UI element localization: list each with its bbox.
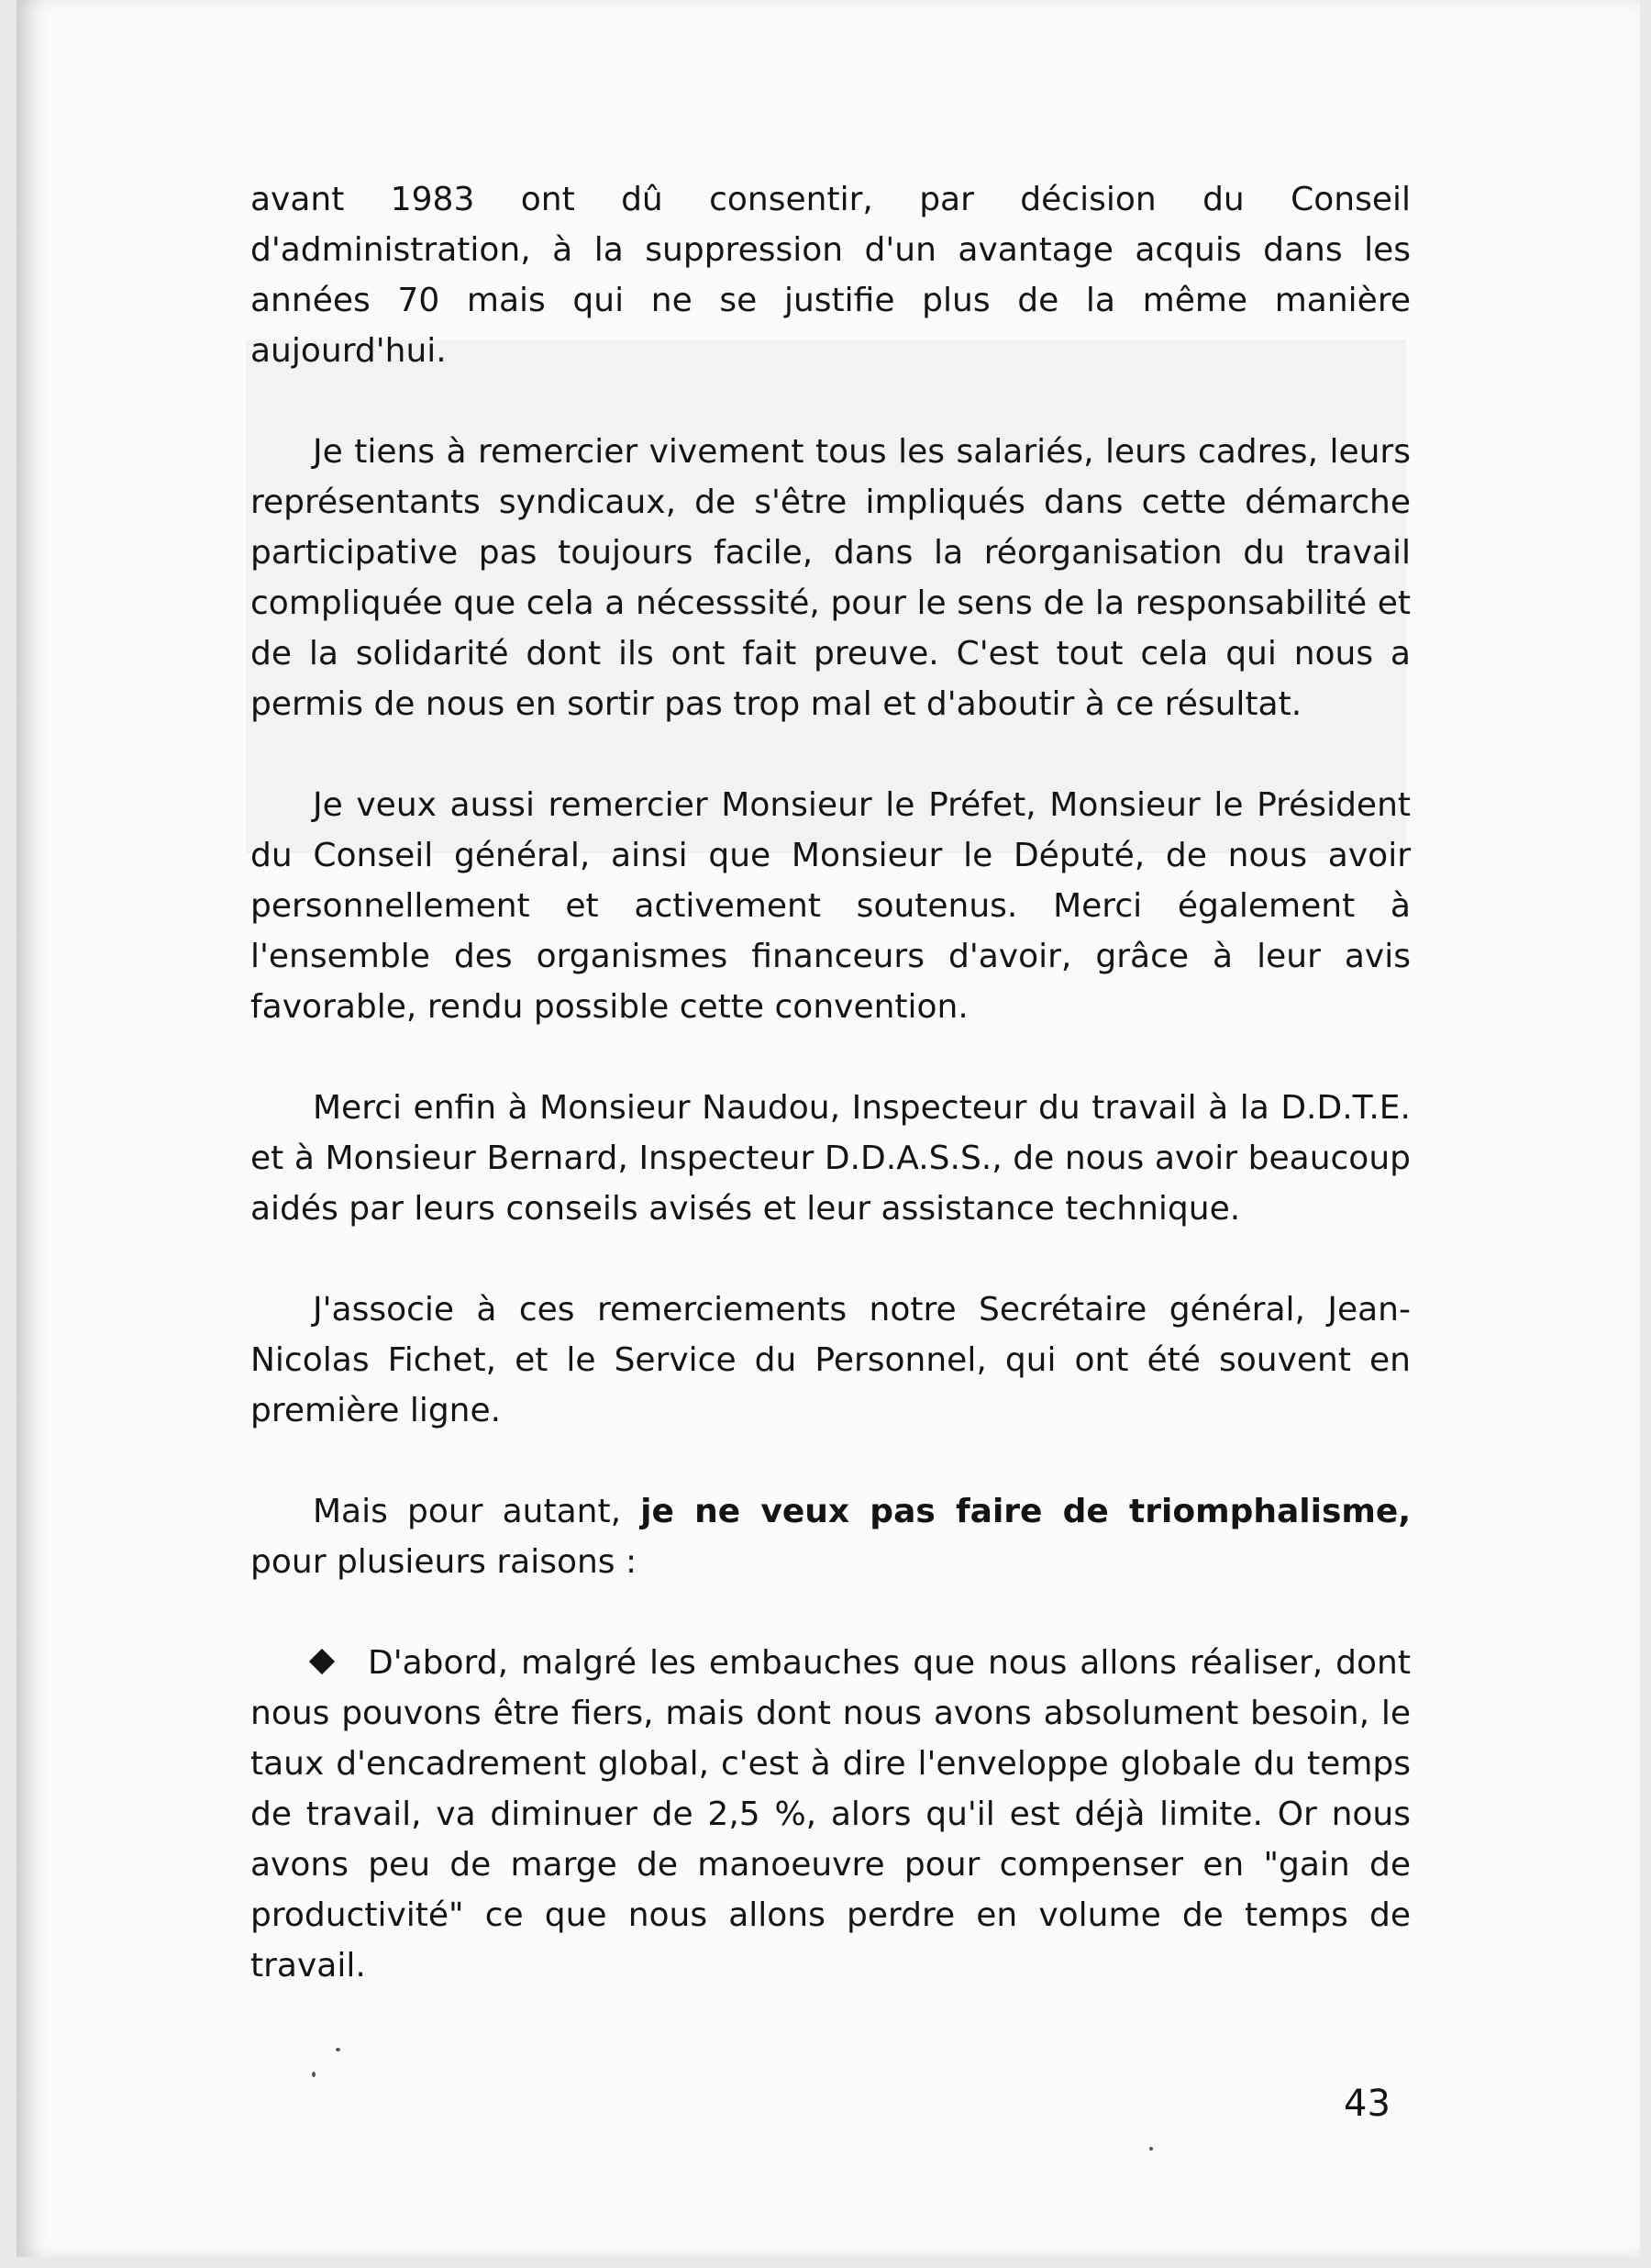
paragraph-5: J'associe à ces remerciements notre Secrétaire général, Jean-Nicolas Fichet, et le Service du Personnel, qui ont été souvent en première ligne. [250,1291,1411,1429]
paragraph-4: Merci enfin à Monsieur Naudou, Inspecteur du travail à la D.D.T.E. et à Monsieur Bernard, Inspecteur D.D.A.S.S., de nous avoir beaucoup aidés par leurs conseils avisés et leur assistance technique. [250,1089,1411,1228]
bullet-paragraph [250,1638,1411,1991]
paper-speck [1149,2147,1153,2151]
paragraph-6-emphasis: je ne veux pas faire de triomphalisme, [640,1493,1411,1530]
paragraph-3: Je veux aussi remercier Monsieur le Préfet, Monsieur le Président du Conseil général, ainsi que Monsieur le Député, de nous avoir personnellement et activement soutenus. Merci également à l'ensemble des organismes financeurs d'avoir, grâce à leur avis favorable, rendu possible cette convention. [250,786,1411,1026]
paragraph-2: Je tiens à remercier vivement tous les salariés, leurs cadres, leurs représentants syndicaux, de s'être impliqués dans cette démarche participative pas toujours facile, dans la réorganisation du travail compliquée que cela a nécesssité, pour le sens de la responsabilité et de la solidarité dont ils ont fait preuve. C'est tout cela qui nous a permis de nous en sortir pas trop mal et d'aboutir à ce résultat. [250,433,1411,723]
page-sheet [17,0,1640,2257]
paragraph-6-tail: pour plusieurs raisons : [250,1543,637,1581]
paragraph-6-lead: Mais pour autant, [313,1493,641,1530]
paragraph-6 [250,1486,1411,1587]
diamond-bullet-icon [309,1649,335,1674]
gutter-shadow [17,0,48,2257]
paragraph-1: avant 1983 ont dû consentir, par décision du Conseil d'administration, à la suppression d'un avantage acquis dans les années 70 mais qui ne se justifie plus de la même manière aujourd'hui. [250,181,1411,370]
paper-speck [336,2048,340,2051]
page-number: 43 [1344,2083,1391,2125]
body-text [250,174,1411,2041]
paper-speck [312,2072,316,2077]
bullet-text: D'abord, malgré les embauches que nous allons réaliser, dont nous pouvons être fiers, mais dont nous avons absolument besoin, le taux d'encadrement global, c'est à dire l'enveloppe globale du temps de travail, va diminuer de 2,5 %, alors qu'il est déjà limite. Or nous avons peu de marge de manoeuvre pour compenser en "gain de productivité" ce que nous allons perdre en volume de temps de travail. [250,1644,1411,1984]
